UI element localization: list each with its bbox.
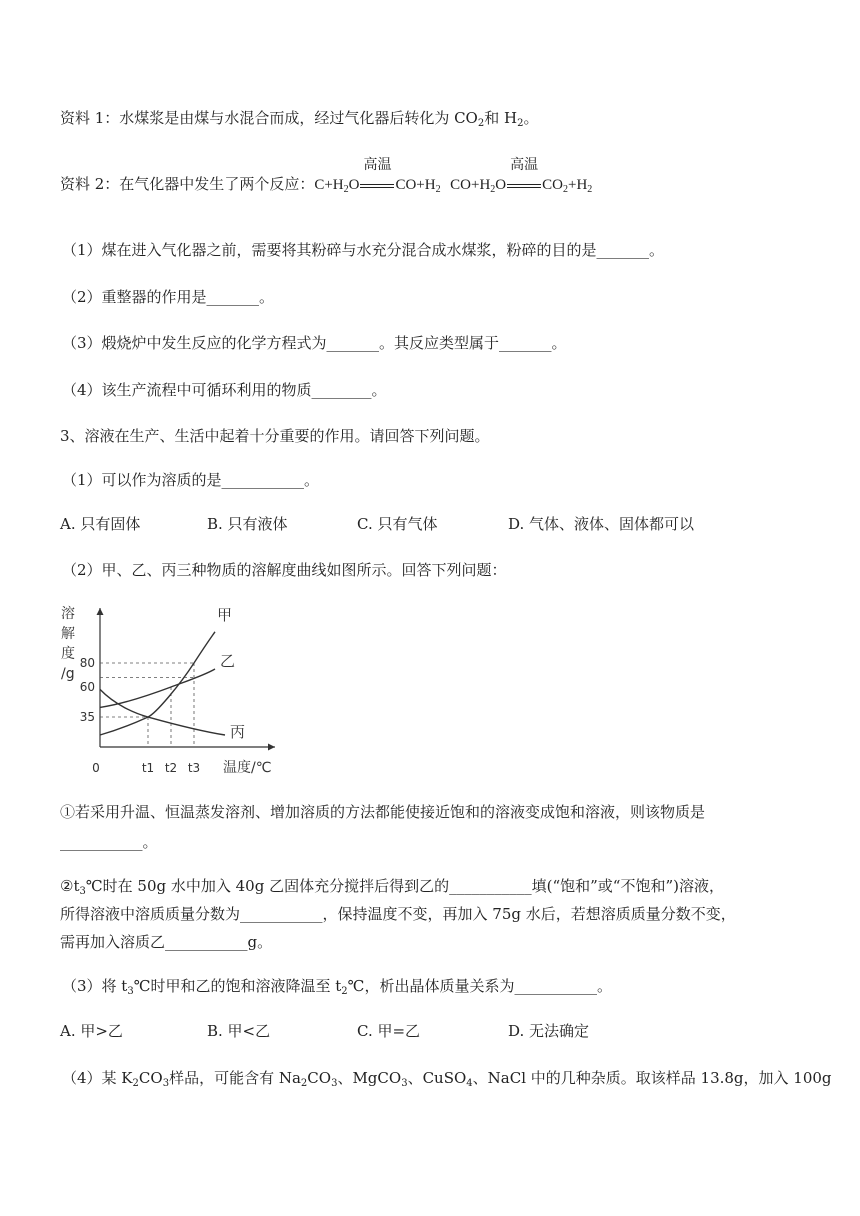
eq2-reactant: CO+H xyxy=(450,177,491,193)
question-1: （1）煤在进入气化器之前，需要将其粉碎与水充分混合成水煤浆，粉碎的目的是_______。 xyxy=(62,241,665,259)
problem-3-question-1: （1）可以作为溶质的是___________。 xyxy=(62,471,320,489)
option-d: D. 气体、液体、固体都可以 xyxy=(508,515,695,533)
ref1-end: 。 xyxy=(523,109,539,127)
eq1-double-line xyxy=(360,184,394,188)
solubility-chart xyxy=(55,600,285,785)
eq1-reactant: C+H xyxy=(314,177,344,193)
eq1-product: CO+H xyxy=(395,177,436,193)
eq2-condition xyxy=(506,157,542,195)
curve-bing-label: 丙 xyxy=(230,723,246,741)
question-2: （2）重整器的作用是_______。 xyxy=(62,288,275,306)
x-tick-label: t2 xyxy=(164,761,178,775)
reference-2 xyxy=(60,157,593,195)
q3-sub-2: 2 xyxy=(341,986,348,997)
problem-3-question-3 xyxy=(62,976,612,996)
q4-text-b: CO xyxy=(138,1069,163,1087)
option-a: A. 只有固体 xyxy=(60,515,141,533)
eq2-product-2: +H xyxy=(567,177,588,193)
q3-text-2: ℃时甲和乙的饱和溶液降温至 t xyxy=(133,977,342,995)
x-axis-label: 温度/℃ xyxy=(223,760,272,776)
y-tick-label: 80 xyxy=(79,656,95,670)
q4-sub-6: 4 xyxy=(466,1078,473,1089)
eq1-reactant-end: O xyxy=(348,177,360,193)
question-4: （4）该生产流程中可循环利用的物质________。 xyxy=(62,381,387,399)
q3-option-c: C. 甲=乙 xyxy=(357,1022,421,1040)
equation-2 xyxy=(450,157,593,195)
q4-sub-2: 3 xyxy=(162,1078,170,1089)
reference-1 xyxy=(60,108,538,128)
y-axis-label-char: 溶 xyxy=(61,606,75,622)
y-axis-label-char: /g xyxy=(61,666,75,682)
option-c: C. 只有气体 xyxy=(357,515,438,533)
sub-question-2 xyxy=(60,876,724,896)
problem-3-question-2: （2）甲、乙、丙三种物质的溶解度曲线如图所示。回答下列问题： xyxy=(62,561,507,579)
curve-jia-label: 甲 xyxy=(217,606,233,624)
q4-text-c: 样品，可能含有 Na xyxy=(169,1069,301,1087)
q4-text-f: 、CuSO xyxy=(407,1069,467,1087)
q3-option-b: B. 甲<乙 xyxy=(207,1022,271,1040)
option-b: B. 只有液体 xyxy=(207,515,288,533)
ref1-sub: 2 xyxy=(477,118,485,129)
x-tick-label: t1 xyxy=(141,761,155,775)
s2-text: ②t xyxy=(60,877,80,895)
q4-text-a: （4）某 K xyxy=(62,1069,133,1087)
eq1-product-sub: 2 xyxy=(435,184,441,195)
q3-text: （3）将 t xyxy=(62,977,128,995)
eq1-condition-text: 高温 xyxy=(363,157,392,173)
s2-text-2: ℃时在 50g 水中加入 40g 乙固体充分搅拌后得到乙的___________填(“饱和”或“不饱和”)溶液， xyxy=(85,877,724,895)
eq2-reactant-end: O xyxy=(495,177,507,193)
y-axis-label-char: 度 xyxy=(61,646,75,662)
y-tick-label: 35 xyxy=(79,710,95,724)
ref1-sub-2: 2 xyxy=(517,118,524,129)
q4-sub-1: 2 xyxy=(132,1078,139,1089)
x-tick-label: t3 xyxy=(187,761,201,775)
eq2-condition-text: 高温 xyxy=(510,157,539,173)
curve-bing xyxy=(100,689,225,735)
x-tick-label: 0 xyxy=(92,761,100,775)
q4-sub-5: 3 xyxy=(401,1078,408,1089)
eq2-product: CO xyxy=(542,177,563,193)
question-3: （3）煅烧炉中发生反应的化学方程式为_______。其反应类型属于_______。 xyxy=(62,334,567,352)
ref1-text-2: 和 H xyxy=(484,109,518,127)
q4-sub-4: 3 xyxy=(331,1078,338,1089)
eq1-condition xyxy=(359,157,395,195)
q4-text-e: 、MgCO xyxy=(337,1069,402,1087)
sub-question-1: ①若采用升温、恒温蒸发溶剂、增加溶质的方法都能使接近饱和的溶液变成饱和溶液，则该物质是 xyxy=(60,803,706,821)
eq2-product-2-sub: 2 xyxy=(587,184,593,195)
eq1-sub: 2 xyxy=(343,184,349,195)
ref2-text: 资料 2：在气化器中发生了两个反应： xyxy=(60,175,315,193)
s2-sub: 3 xyxy=(79,886,86,897)
y-tick-label: 60 xyxy=(79,680,95,694)
curve-yi xyxy=(100,669,215,707)
problem-3-question-4 xyxy=(62,1068,832,1088)
q3-option-a: A. 甲>乙 xyxy=(60,1022,123,1040)
curve-yi-label: 乙 xyxy=(220,652,236,670)
equation-1 xyxy=(314,157,441,195)
q4-text-d: CO xyxy=(307,1069,332,1087)
eq2-sub: 2 xyxy=(490,184,496,195)
y-axis-label-char: 解 xyxy=(61,626,75,642)
q4-text-g: 、NaCl 中的几种杂质。取该样品 13.8g，加入 100g xyxy=(472,1069,832,1087)
q3-sub: 3 xyxy=(127,986,134,997)
sub-question-2-line3: 需再加入溶质乙___________g。 xyxy=(60,933,273,951)
q3-option-d: D. 无法确定 xyxy=(508,1022,590,1040)
q3-text-3: ℃，析出晶体质量关系为___________。 xyxy=(347,977,612,995)
sub-question-2-line2: 所得溶液中溶质质量分数为___________，保持温度不变，再加入 75g 水后，若想溶质质量分数不变， xyxy=(60,905,736,923)
sub-question-1-blank: ___________。 xyxy=(60,833,158,851)
eq2-double-line xyxy=(507,184,541,188)
problem-3-title: 3、溶液在生产、生活中起着十分重要的作用。请回答下列问题。 xyxy=(60,427,490,445)
ref1-text: 资料 1：水煤浆是由煤与水混合而成，经过气化器后转化为 CO xyxy=(60,109,478,127)
eq2-product-sub: 2 xyxy=(562,184,568,195)
q4-sub-3: 2 xyxy=(300,1078,308,1089)
